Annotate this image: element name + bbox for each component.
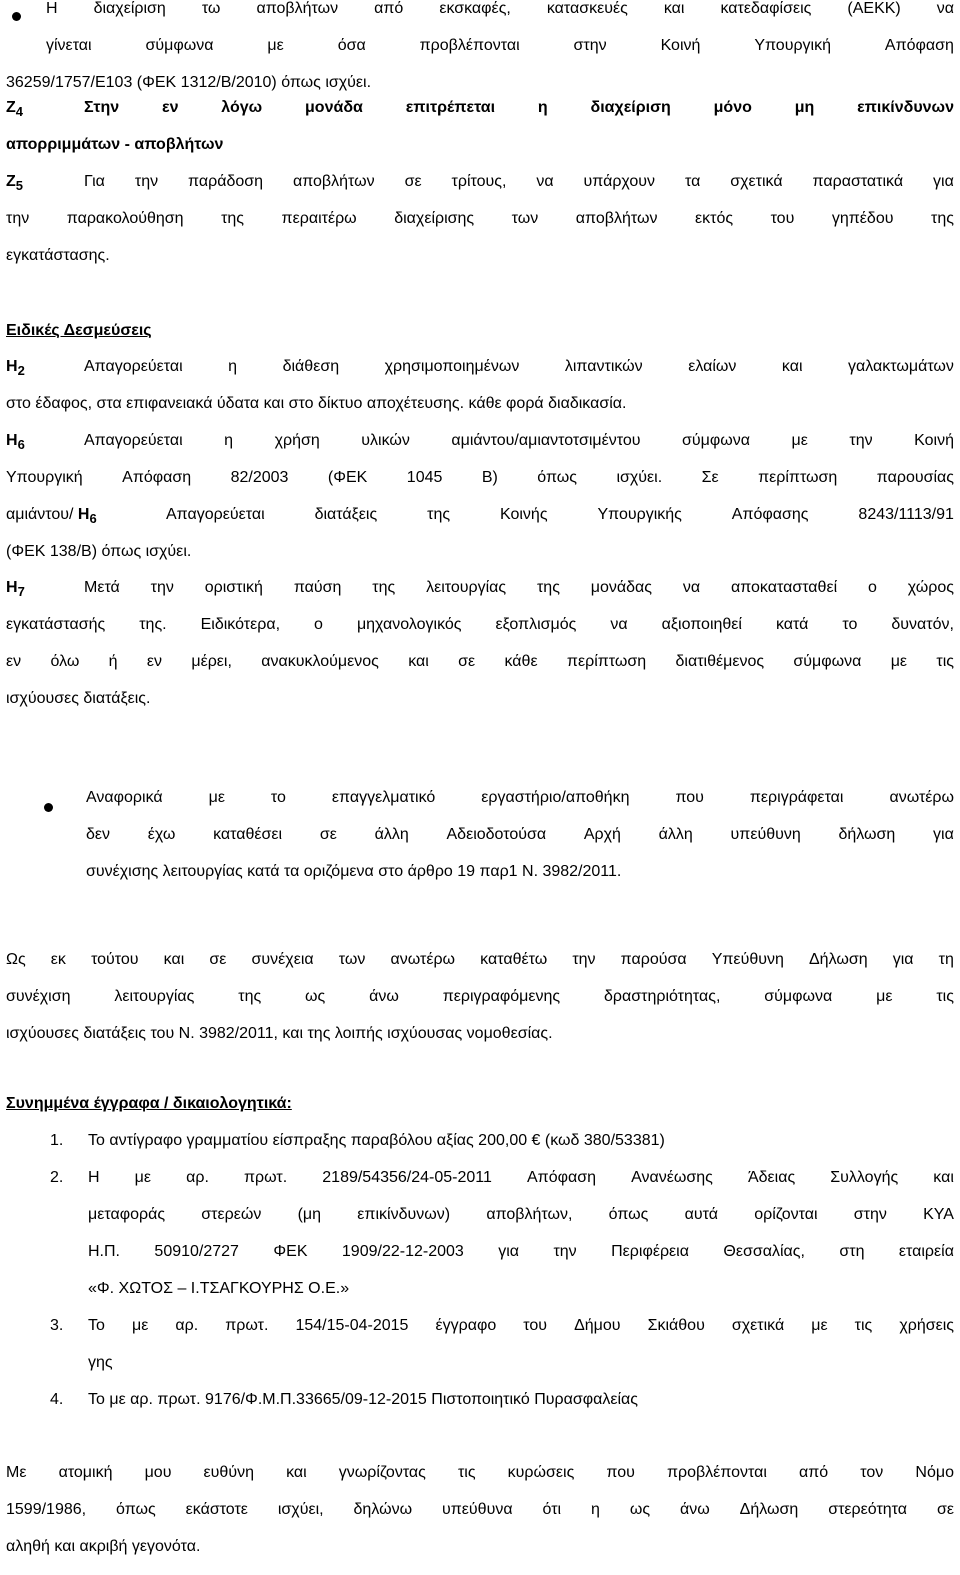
text-line: ισχύουσες διατάξεις του Ν. 3982/2011, και της λοιπής ισχύουσας νομοθεσίας. — [6, 1025, 553, 1042]
text-line: Η διαχείριση τω αποβλήτων από εκσκαφές, κατασκευές και κατεδαφίσεις (ΑΕΚΚ) να — [46, 0, 954, 17]
clause-text: Απαγορεύεται η διάθεση χρησιμοποιημένων λιπαντικών ελαίων και γαλακτωμάτων — [84, 358, 954, 375]
clause-text: την παρακολούθηση της περαιτέρω διαχείρισης των αποβλήτων εκτός του γηπέδου της — [6, 210, 954, 227]
clause-text: Μετά την οριστική παύση της λειτουργίας της μονάδας να αποκατασταθεί ο χώρος — [84, 579, 954, 596]
clause-text: αμιάντου/ $H_6$ — [6, 506, 97, 526]
list-number: 2. — [50, 1169, 64, 1186]
text-line: γίνεται σύμφωνα με όσα προβλέπονται στην Κοινή Υπουργική Απόφαση — [46, 37, 954, 54]
clause-text: Υπουργική Απόφαση 82/2003 (ΦΕΚ 1045 Β) όπως ισχύει. Σε περίπτωση παρουσίας — [6, 469, 954, 486]
bullet-1-text — [46, 0, 954, 74]
list-number: 3. — [50, 1317, 64, 1334]
clause-h7 — [6, 579, 954, 727]
clause-h6 — [6, 432, 954, 580]
list-item-text: μεταφοράς στερεών (μη επικίνδυνων) αποβλήτων, όπως αυτά ορίζονται στην ΚΥΑ — [88, 1206, 954, 1223]
list-number: 1. — [50, 1132, 64, 1149]
list-item — [6, 1169, 954, 1317]
closing-paragraph — [6, 1464, 954, 1575]
bullet-dot — [44, 803, 53, 812]
clause-label: $Z_5$ — [6, 173, 24, 193]
text-line: Με ατομική μου ευθύνη και γνωρίζοντας τις κυρώσεις που προβλέπονται από τον Νόμο — [6, 1464, 954, 1481]
clause-text: στο έδαφος, στα επιφανειακά ύδατα και στο δίκτυο αποχέτευσης. κάθε φορά διαδικασία. — [6, 395, 627, 412]
bullet-2-text — [86, 789, 954, 900]
clause-label: $H_6$ — [6, 432, 25, 452]
clause-label: $Z_4$ — [6, 99, 24, 119]
list-item-text: Το με αρ. πρωτ. 9176/Φ.Μ.Π.33665/09-12-2015 Πιστοποιητικό Πυρασφαλείας — [88, 1391, 639, 1408]
text-line: συνέχιση λειτουργίας της ως άνω περιγραφόμενης δραστηριότητας, σύμφωνα με τις — [6, 988, 954, 1005]
list-item-text: γης — [88, 1354, 113, 1371]
clause-text: Για την παράδοση αποβλήτων σε τρίτους, να υπάρχουν τα σχετικά παραστατικά για — [84, 173, 954, 190]
text-line: 1599/1986, όπως εκάστοτε ισχύει, δηλώνω υπεύθυνα ότι η ως άνω Δήλωση στερεότητα σε — [6, 1501, 954, 1518]
attachments-list — [6, 1132, 954, 1428]
bullet-dot — [12, 12, 21, 21]
text-line: 36259/1757/Ε103 (ΦΕΚ 1312/Β/2010) όπως ισχύει. — [6, 74, 372, 91]
text-line: αληθή και ακριβή γεγονότα. — [6, 1538, 201, 1555]
clause-label: $H_7$ — [6, 579, 25, 599]
list-item — [6, 1317, 954, 1391]
list-item-text: Η.Π. 50910/2727 ΦΕΚ 1909/22-12-2003 για την Περιφέρεια Θεσσαλίας, στη εταιρεία — [88, 1243, 954, 1260]
clause-z5 — [6, 173, 954, 284]
list-item-text: Το με αρ. πρωτ. 154/15-04-2015 έγγραφο του Δήμου Σκιάθου σχετικά με τις χρήσεις — [88, 1317, 954, 1334]
list-item-text: Το αντίγραφο γραμματίου είσπραξης παραβόλου αξίας 200,00 € (κωδ 380/53381) — [88, 1132, 665, 1149]
text-line: δεν έχω καταθέσει σε άλλη Αδειοδοτούσα Αρχή άλλη υπεύθυνη δήλωση για — [86, 826, 954, 843]
clause-text: Απαγορεύεται διατάξεις της Κοινής Υπουργικής Απόφασης 8243/1113/91 — [166, 506, 954, 523]
list-item — [6, 1391, 954, 1428]
clause-text: εγκατάστασής της. Ειδικότερα, ο μηχανολογικός εξοπλισμός να αξιοποιηθεί κατά το δυνατόν, — [6, 616, 954, 633]
clause-text: Στην εν λόγω μονάδα επιτρέπεται η διαχείριση μόνο μη επικίνδυνων — [84, 99, 954, 116]
clause-z4 — [6, 99, 954, 173]
list-item-text: Η με αρ. πρωτ. 2189/54356/24-05-2011 Απόφαση Ανανέωσης Άδειας Συλλογής και — [88, 1169, 954, 1186]
clause-text: απορριμμάτων - αποβλήτων — [6, 136, 224, 153]
clause-text: εγκατάστασης. — [6, 247, 110, 264]
clause-label: $H_2$ — [6, 358, 25, 378]
clause-text: (ΦΕΚ 138/Β) όπως ισχύει. — [6, 543, 192, 560]
special-commitments-heading: Ειδικές Δεσμεύσεις — [6, 322, 152, 339]
text-line: συνέχισης λειτουργίας κατά τα οριζόμενα στο άρθρο 19 παρ1 Ν. 3982/2011. — [86, 863, 622, 880]
clause-text: Απαγορεύεται η χρήση υλικών αμιάντου/αμιαντοτσιμέντου σύμφωνα με την Κοινή — [84, 432, 954, 449]
clause-h2 — [6, 358, 954, 432]
list-item — [6, 1132, 954, 1169]
text-line: Αναφορικά με το επαγγελματικό εργαστήριο/αποθήκη που περιγράφεται ανωτέρω — [86, 789, 954, 806]
clause-text: ισχύουσες διατάξεις. — [6, 690, 151, 707]
list-item-text: «Φ. ΧΩΤΟΣ – Ι.ΤΣΑΓΚΟΥΡΗΣ Ο.Ε.» — [88, 1280, 350, 1297]
text-line: Ως εκ τούτου και σε συνέχεια των ανωτέρω καταθέτω την παρούσα Υπεύθυνη Δήλωση για τη — [6, 951, 954, 968]
declaration-paragraph — [6, 951, 954, 1062]
attachments-heading: Συνημμένα έγγραφα / δικαιολογητικά: — [6, 1095, 292, 1112]
clause-text: εν όλω ή εν μέρει, ανακυκλούμενος και σε κάθε περίπτωση διατιθέμενος σύμφωνα με τις — [6, 653, 954, 670]
list-number: 4. — [50, 1391, 64, 1408]
